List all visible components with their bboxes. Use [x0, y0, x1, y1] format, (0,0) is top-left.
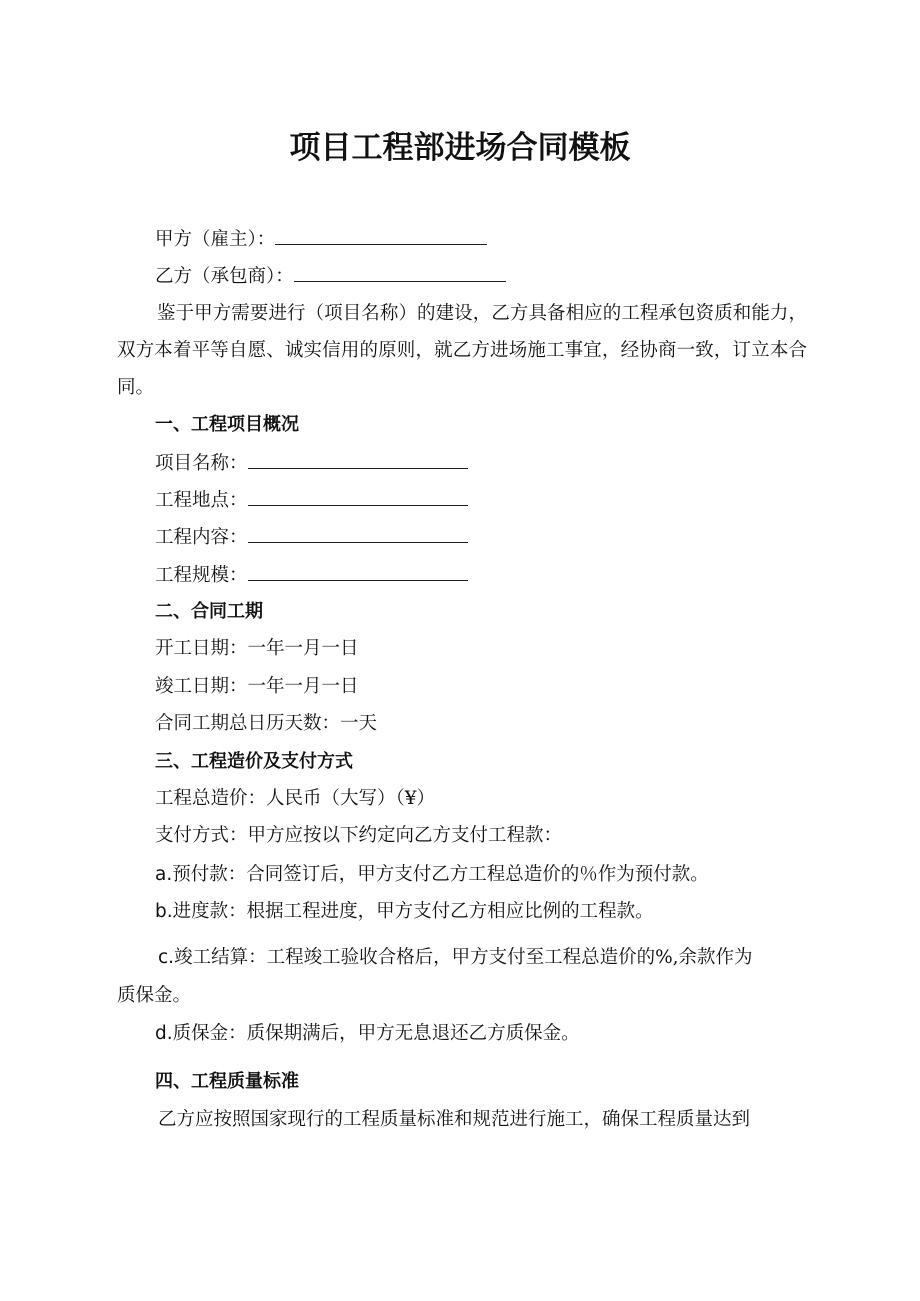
party-b-line	[155, 263, 506, 290]
field-label: 工程内容：	[155, 527, 248, 548]
total-days: 合同工期总日历天数：一天	[155, 713, 378, 734]
item-letter: b.	[155, 901, 173, 922]
intro-paragraph: 鉴于甲方需要进行（项目名称）的建设，乙方具备相应的工程承包资质和能力，双方本着平等自愿、诚实信用的原则，就乙方进场施工事宜，经协商一致，订立本合同。	[117, 303, 807, 398]
field-blank[interactable]	[248, 487, 468, 506]
item-letter: c.	[158, 947, 175, 968]
field-label: 工程地点：	[155, 490, 248, 511]
field-blank[interactable]	[248, 450, 468, 469]
section-3-heading: 三、工程造价及支付方式	[155, 751, 353, 772]
total-price: 工程总造价：人民币（大写）（¥）	[155, 788, 436, 809]
payment-item-c-continued: 质保金。	[117, 985, 192, 1006]
item-letter: d.	[155, 1023, 173, 1044]
section-1-heading: 一、工程项目概况	[155, 414, 299, 435]
payment-item-b	[155, 899, 654, 925]
payment-item-a	[155, 862, 709, 888]
field-row	[155, 562, 468, 589]
field-row	[155, 524, 468, 551]
start-date: 开工日期：一年一月一日	[155, 638, 359, 659]
document-title: 项目工程部进场合同模板	[289, 130, 631, 166]
payment-method: 支付方式：甲方应按以下约定向乙方支付工程款：	[155, 825, 563, 846]
item-text: 预付款：合同签订后，甲方支付乙方工程总造价的％作为预付款。	[172, 864, 709, 885]
item-text: 质保金：质保期满后，甲方无息退还乙方质保金。	[172, 1023, 580, 1044]
party-a-label: 甲方（雇主）：	[155, 229, 276, 250]
party-a-blank[interactable]	[275, 226, 487, 245]
field-label: 项目名称：	[155, 453, 248, 474]
field-blank[interactable]	[248, 562, 468, 581]
end-date: 竣工日期：一年一月一日	[155, 676, 359, 697]
item-text: 进度款：根据工程进度，甲方支付乙方相应比例的工程款。	[172, 901, 654, 922]
section-4-heading: 四、工程质量标准	[155, 1071, 299, 1092]
field-row	[155, 450, 468, 477]
payment-item-c	[158, 945, 753, 971]
field-blank[interactable]	[248, 524, 468, 543]
payment-item-d	[155, 1021, 580, 1047]
party-b-blank[interactable]	[294, 263, 506, 282]
item-letter: a.	[155, 864, 173, 885]
party-b-label: 乙方（承包商）：	[155, 266, 294, 287]
field-label: 工程规模：	[155, 565, 248, 586]
section-2-heading: 二、合同工期	[155, 601, 263, 622]
field-row	[155, 487, 468, 514]
item-text: 竣工结算：工程竣工验收合格后，甲方支付至工程总造价的%,余款作为	[174, 947, 753, 968]
quality-paragraph: 乙方应按照国家现行的工程质量标准和规范进行施工，确保工程质量达到	[158, 1109, 751, 1130]
party-a-line	[155, 226, 487, 253]
